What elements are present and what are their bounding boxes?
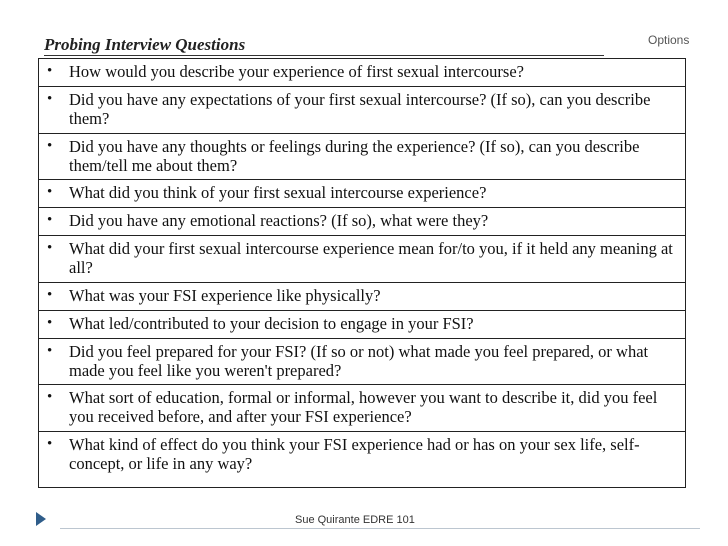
question-text: What sort of education, formal or informal, however you want to describe it, did you feel you received before, and after your FSI experience?	[69, 388, 658, 427]
bullet-icon: •	[47, 342, 53, 359]
title-underline	[44, 55, 604, 56]
question-text: How would you describe your experience of first sexual intercourse?	[69, 62, 524, 81]
question-row	[39, 311, 685, 339]
question-row	[39, 432, 685, 487]
question-text: Did you have any expectations of your first sexual intercourse? (If so), can you describe them?	[69, 89, 651, 128]
question-text: What did your first sexual intercourse experience mean for/to you, if it held any meaning at all?	[69, 239, 673, 278]
next-slide-arrow-icon[interactable]	[36, 512, 46, 526]
question-row	[39, 180, 685, 208]
question-row	[39, 236, 685, 283]
bullet-icon: •	[47, 90, 53, 107]
bullet-icon: •	[47, 240, 53, 257]
question-text: Did you feel prepared for your FSI? (If so or not) what made you feel prepared, or what made you feel like you weren't prepared?	[69, 341, 649, 380]
bullet-icon: •	[47, 184, 53, 201]
question-row	[39, 208, 685, 236]
bullet-icon: •	[47, 436, 53, 453]
question-row	[39, 59, 685, 87]
question-text: What kind of effect do you think your FSI experience had or has on your sex life, self-concept, or life in any way?	[69, 435, 640, 474]
question-text: Did you have any emotional reactions? (If so), what were they?	[69, 211, 489, 231]
bullet-icon: •	[47, 286, 53, 303]
bullet-icon: •	[47, 314, 53, 331]
footer-divider	[60, 528, 700, 529]
question-table	[38, 58, 686, 488]
bullet-icon: •	[47, 63, 53, 79]
question-text: Did you have any thoughts or feelings during the experience? (If so), can you describe them/tell me about them?	[69, 136, 640, 175]
bullet-icon: •	[47, 212, 53, 229]
question-text: What did you think of your first sexual intercourse experience?	[69, 183, 487, 203]
question-text: What led/contributed to your decision to engage in your FSI?	[69, 313, 474, 333]
footer-text: Sue Quirante EDRE 101	[295, 514, 415, 526]
question-row	[39, 385, 685, 432]
question-text: What was your FSI experience like physically?	[69, 285, 381, 305]
bullet-icon: •	[47, 137, 53, 154]
document-title: Probing Interview Questions	[44, 35, 246, 54]
bullet-icon: •	[47, 389, 53, 406]
question-row	[39, 134, 685, 181]
question-row	[39, 339, 685, 386]
options-link[interactable]: Options	[648, 33, 690, 47]
question-row	[39, 283, 685, 311]
question-row	[39, 87, 685, 134]
